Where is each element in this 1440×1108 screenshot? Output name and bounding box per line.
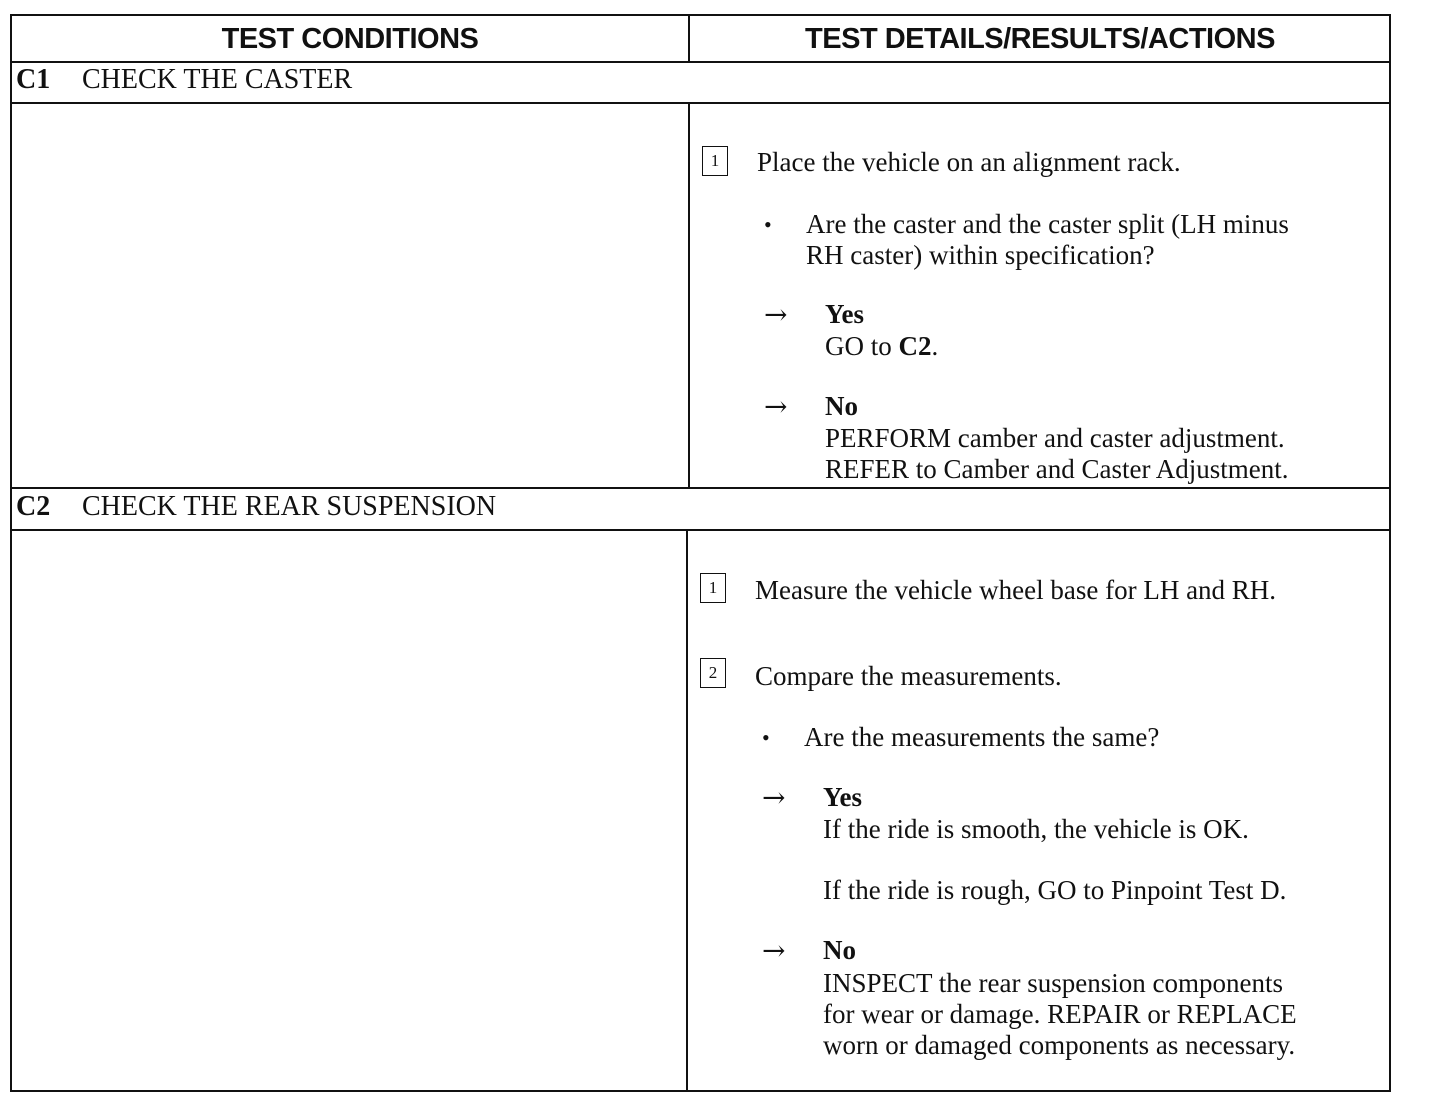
section-title: CHECK THE REAR SUSPENSION: [82, 491, 497, 522]
section-c2-title: [16, 491, 496, 523]
section-c1-title: [16, 64, 352, 96]
step-number-box: 1: [700, 573, 726, 603]
header-test-details: TEST DETAILS/RESULTS/ACTIONS: [805, 23, 1275, 55]
divider-header: [10, 61, 1391, 63]
arrow-right-icon: →: [764, 390, 788, 423]
arrow-right-icon: →: [764, 298, 788, 331]
yes-label: Yes: [823, 782, 862, 812]
step-text: Place the vehicle on an alignment rack.: [757, 147, 1181, 177]
arrow-right-icon: →: [762, 781, 786, 814]
step-text: Measure the vehicle wheel base for LH and RH.: [755, 575, 1277, 605]
divider-c2-title: [10, 529, 1391, 531]
divider-c1-title: [10, 102, 1391, 104]
divider-c1-end: [10, 487, 1391, 489]
step-number-box: 2: [700, 658, 726, 688]
section-code: C1: [16, 64, 51, 95]
column-divider-c1: [688, 102, 690, 488]
yes-action: GO to C2.: [825, 331, 939, 361]
yes-action: If the ride is rough, GO to Pinpoint Test D.: [823, 875, 1287, 905]
target-reference: C2: [898, 331, 932, 361]
question-line: Are the measurements the same?: [804, 722, 1160, 752]
bullet-icon: •: [764, 212, 772, 237]
yes-action: If the ride is smooth, the vehicle is OK.: [823, 814, 1249, 844]
arrow-right-icon: →: [762, 934, 786, 967]
no-label: No: [823, 935, 856, 965]
test-table: [10, 14, 1391, 1092]
column-divider-header: [688, 14, 690, 62]
no-action-line: PERFORM camber and caster adjustment.: [825, 423, 1285, 453]
no-action-line: for wear or damage. REPAIR or REPLACE: [823, 999, 1297, 1029]
no-action-line: INSPECT the rear suspension components: [823, 968, 1283, 998]
no-action-line: REFER to Camber and Caster Adjustment.: [825, 454, 1289, 484]
header-test-conditions: TEST CONDITIONS: [221, 23, 479, 55]
yes-label: Yes: [825, 299, 864, 329]
no-action-line: worn or damaged components as necessary.: [823, 1030, 1296, 1060]
column-divider-c2: [686, 529, 688, 1092]
question-line: RH caster) within specification?: [806, 240, 1155, 270]
step-number-box: 1: [702, 146, 728, 176]
step-text: Compare the measurements.: [755, 661, 1062, 691]
section-code: C2: [16, 491, 51, 522]
no-label: No: [825, 391, 858, 421]
bullet-icon: •: [762, 725, 770, 750]
question-line: Are the caster and the caster split (LH minus: [806, 209, 1289, 239]
section-title: CHECK THE CASTER: [82, 64, 353, 95]
